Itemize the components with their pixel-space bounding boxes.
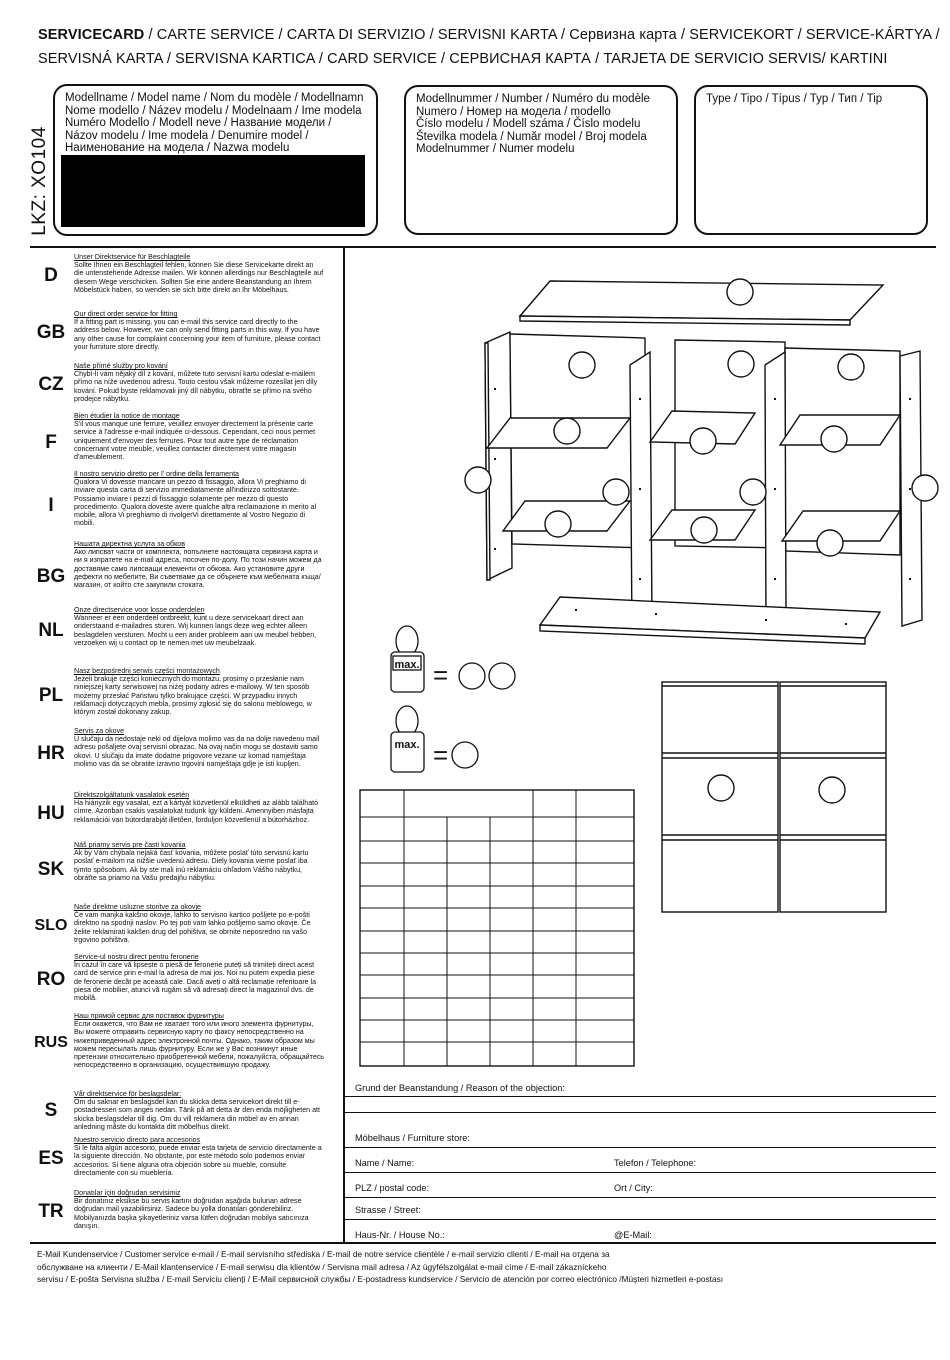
- model-number-line: Numero / Номер на модела / modello: [416, 105, 611, 118]
- language-text-slo: [74, 903, 324, 944]
- language-body: If a fitting part is missing, you can e-mail this service card directly to the address below. However, we can only send fitting parts in this way. If you have any other cause for complaint concerning your item of furniture, please contact your furniture store directly.: [74, 318, 321, 351]
- language-code-cz: CZ: [38, 374, 64, 395]
- language-body: Če vam manjka kakšno okovje, lahko to servisno kartico pošljete po e-pošti direktno na spodnji naslov. Po tej poti vam lahko pošljemo samo okovje. Če želite reklamirati kakšen drug del pohištva, se obrnite neposredno na vašo trgovino pohištva.: [74, 911, 311, 944]
- language-text-rus: [74, 1012, 324, 1069]
- plz-line[interactable]: [344, 1197, 936, 1198]
- store-line[interactable]: [344, 1147, 936, 1148]
- part-count-circle: [452, 742, 478, 768]
- street-label: Strasse / Street:: [355, 1205, 421, 1215]
- model-name-line: Numéro Modello / Modell neve / Название модели /: [65, 117, 332, 130]
- language-title: Donatılar için doğrudan servisimiz: [74, 1189, 181, 1197]
- language-body: S'il vous manque une ferrure, veuillez envoyer directement la présente carte service à l'adresse e-mail indiquée ci-dessous. Cependant, ceci nous permet uniquement d'envoyer des ferrures. Pour tout autre type de réclamation concernant votre meuble, veuillez contacter directement votre magasin d'ameublement.: [74, 420, 316, 462]
- reason-line[interactable]: [344, 1096, 936, 1097]
- language-text-s: [74, 1090, 324, 1131]
- language-body: Ha hiányzik egy vasalat, ezt a kártyát közvetlenül elküldheti az alább található címre. Azonban csakis vasalatokat tudunk így küldeni. Amennyiben másfajta reklamációi van bútordarabját illetően, forduljon közvetlenül a bútorházhoz.: [74, 799, 319, 824]
- language-title: Naše přímé služby pro kování: [74, 362, 168, 370]
- language-text-sk: [74, 841, 324, 882]
- language-code-rus: RUS: [34, 1034, 68, 1051]
- top-panel: [520, 281, 883, 320]
- language-text-hu: [74, 791, 324, 824]
- type-label: Type / Tipo / Típus / Typ / Тип / Tip: [706, 93, 883, 105]
- equals-sign: =: [433, 660, 449, 690]
- model-name-line: Наименование на модела / Nazwa modelu: [65, 142, 290, 155]
- language-body: U slučaju da nedostaje neki od dijelova molimo vas da na dolje navedenu mail adresu pošaljete ovaj servisni obrazac. Na ovaj način mogu se dostaviti samo okovi. U slučaju da imate dodatne prigovore vezane uz komad namještaja molimo vas da se obratite izravno trgovini namještaja gdje je isti kupljen.: [74, 735, 320, 768]
- language-title: Nuestro servicio directo para accesorios: [74, 1136, 201, 1144]
- street-line[interactable]: [344, 1219, 936, 1220]
- language-code-slo: SLO: [34, 917, 68, 934]
- part-count-circle: [459, 663, 485, 689]
- model-number-line: Číslo modelu / Modell száma / Číslo modelu: [416, 118, 641, 131]
- language-body: Chybí-li vám nějaký díl z kování, můžete tuto servisní kartu odeslat e-mailem přímo na níže uvedenou adresu. Touto cestou však můžeme rozesílat jen díly kování. Pokud byste reklamovali jiný díl nábytku, obraťte se přímo na svého prodejce nábytku.: [74, 370, 318, 403]
- language-code-i: I: [48, 495, 54, 516]
- language-title: Service-ul nostru direct pentru feronerie: [74, 953, 199, 961]
- language-body: Если окажется, что Вам не хватает того или иного элемента фурнитуры, Вы можете отправить сервисную карту по факсу непосредственно на нижеприведенный адрес электронной почты. Однако, таким образом мы можем пересылать лишь фурнитуру. Если же у Вас возникнут иные претензии относительно приобретенной мебели, пожалуйста, обращайтесь непосредственно в организацию, осуществившую продажу.: [74, 1020, 325, 1070]
- city-label: Ort / City:: [614, 1183, 653, 1193]
- hardware-bags-drawing: [385, 624, 525, 784]
- language-title: Direktszolgáltatunk vasalatok esetén: [74, 791, 190, 799]
- language-text-hr: [74, 727, 324, 768]
- type-box[interactable]: [694, 85, 928, 235]
- language-body: Wanneer er een onderdeel ontbreekt, kunt u deze servicekaart direct aan onderstaand e-mailadres sturen. Wij kunnen langs deze weg echter alleen beslagdelen versturen. Mocht u een ander probleem aan uw meubel hebben, verzoeken wij u contact op te nemen met uw meubelzaak.: [74, 614, 317, 647]
- language-title: Наш прямой сервис для поставок фурнитуры: [74, 1012, 224, 1020]
- language-title: Onze directservice voor losse onderdelen: [74, 606, 205, 614]
- language-text-d: [74, 253, 324, 294]
- language-body: În cazul în care vă lipsește o piesă de feronerie puteți să trimiteți direct acest card de service prin e-mail la adresa de mai jos. Noi nu putem expedia piese de feronerie decât pe această cale. Dacă aveți o altă reclamație referitoare la piesa de mobilier, atunci vă rugăm să vă adresați direct la magazinul dvs. de mobilă.: [74, 961, 317, 1003]
- language-code-es: ES: [38, 1148, 64, 1169]
- title-bold: SERVICECARD: [38, 27, 145, 43]
- model-number-line: Modellnummer / Number / Numéro du modèle: [416, 93, 650, 105]
- parts-grid[interactable]: [359, 789, 637, 1069]
- language-text-es: [74, 1136, 324, 1177]
- model-number-line: Številka modela / Număr model / Broj modela: [416, 130, 647, 143]
- language-code-d: D: [44, 265, 58, 286]
- language-body: Jeżeli brakuje części koniecznych do montażu, prosimy o przesłanie nam niniejszej karty serwisowej na niżej podany adres e-mailowy. W ten sposób możemy przesłać Państwu tylko brakujące części. W przypadku innych reklamacji dotyczących mebla, prosimy zgłosić się do salonu meblowego, w którym został dokonany zakup.: [74, 675, 312, 717]
- footer-line: E-Mail Kundenservice / Customer service e-mail / E-mail servisního střediska / E-mail de notre service clientèle / e-mail servizio clienti / E-mail на отдела за: [37, 1249, 610, 1259]
- language-body: Bir donatınız eksikse bu servis kartını doğrudan aşağıda bulunan adrese doğrudan mail yazabilirsiniz. Sadece bu yolla donatıları gönderebiliriz. Mobilyanızda başka şikayetleriniz varsa lütfen doğrudan mobilya satıcınıza danışın.: [74, 1197, 309, 1230]
- email-label: @E-Mail:: [614, 1230, 652, 1240]
- reason-line[interactable]: [344, 1112, 936, 1113]
- language-code-s: S: [44, 1100, 58, 1121]
- language-title: Nasz bezpośredni serwis części montażowych: [74, 667, 220, 675]
- language-code-nl: NL: [38, 620, 64, 641]
- language-text-i: [74, 470, 324, 527]
- name-line[interactable]: [344, 1172, 936, 1173]
- language-body: Om du saknar en beslagsdel kan du skicka detta servicekort direkt till e-postadressen som anges nedan. Tänk på att detta är den enda möjligheten att skicka beslagsdelar till dig. Om du vill reklamera din möbel av en annan anledning måste du kontakta ditt möbelhus direkt.: [74, 1098, 320, 1131]
- name-label: Name / Name:: [355, 1158, 415, 1168]
- card-title: [38, 23, 938, 71]
- language-body: Ако липсват части от комплекта, попълнете настоящата сервизна карта и ни я изпратете на е-mail адреса, посочен по-долу. По този начин можем да доставяме само липсващи елементи от обкова. Ако установите други дефекти по мебелите, Ви съветваме да се обърнете към мебелната къща/магазин, от който сте закупили стоката.: [74, 548, 322, 590]
- model-name-line: Nome modello / Název modelu / Modelnaam / Ime modela: [65, 104, 362, 117]
- title-line-2: SERVISNÁ KARTA / SERVISNA KARTICA / CARD SERVICE / СЕРВИСНАЯ КАРТА / TARJETA DE SERVICIO SERVIS/ KARTINI: [38, 51, 888, 67]
- max-label: max.: [394, 739, 420, 751]
- language-title: Il nostro servizio diretto per l' ordine della ferramenta: [74, 470, 239, 478]
- language-code-bg: BG: [36, 566, 66, 587]
- store-label: Möbelhaus / Furniture store:: [355, 1133, 470, 1143]
- language-text-ro: [74, 953, 324, 1002]
- language-text-bg: [74, 540, 324, 589]
- model-name-line: Modellname / Model name / Nom du modèle / Modellnamn: [65, 92, 364, 104]
- language-title: Vår direktservice för beslagsdelar:: [74, 1090, 182, 1098]
- language-text-nl: [74, 606, 324, 647]
- bottom-divider: [30, 1242, 936, 1244]
- model-name-blackout: [61, 155, 365, 227]
- language-title: Naše direktne usluzne storitve za okovje: [74, 903, 201, 911]
- language-code-f: F: [45, 432, 57, 453]
- divider-left: [630, 352, 652, 631]
- language-title: Unser Direktservice für Beschlagteile: [74, 253, 191, 261]
- language-body: Si le falta algún accesorio, puede enviar esta tarjeta de servicio directamente a la siguiente dirección. No obstante, por este método solo podemos enviar accesorios. Si tiene alguna otra objeción sobre su mueble, consulte directamente con su mueblería.: [74, 1144, 322, 1177]
- phone-label: Telefon / Telephone:: [614, 1158, 697, 1168]
- language-text-gb: [74, 310, 324, 351]
- language-text-f: [74, 412, 324, 461]
- max-label: max.: [394, 659, 420, 671]
- language-code-pl: PL: [38, 685, 64, 706]
- language-code-ro: RO: [36, 969, 66, 990]
- language-body: Qualora Vi dovesse mancare un pezzo di fissaggio, allora Vi preghiamo di inviare questa carta di servizio immediatamente all'indirizzo sottostante. Possiamo inviare i pezzi di fissaggio solamente per mezzo di questo procedimento. Qualora doveste avere qualche altra reclamazione in merito al mobile, allora Vi preghiamo di rivolgerVi direttamente al Vostro Negozio di mobili.: [74, 478, 317, 528]
- language-text-cz: [74, 362, 324, 403]
- language-code-sk: SK: [37, 859, 65, 880]
- title-rest: / CARTE SERVICE / CARTA DI SERVIZIO / SERVISNI KARTA / Сервизна карта / SERVICEKORT / SERVICE-KÁRTYA /: [144, 27, 940, 43]
- language-title: Servis za okove: [74, 727, 125, 735]
- language-title: Náš priamy servis pre časti kovania: [74, 841, 186, 849]
- footer-line: обслужване на клиенти / E-Mail klantenservice / E-mail serwisu dla klientów / Servisna mail adresa / Az ügyfélszolgálat e-mail címe / E-mail zákazníckeho: [37, 1261, 607, 1272]
- footer-email-text: [37, 1248, 937, 1286]
- model-name-line: Názov modelu / Ime modela / Denumire model /: [65, 129, 309, 142]
- equals-sign: =: [433, 740, 449, 770]
- language-text-pl: [74, 667, 324, 716]
- language-code-gb: GB: [36, 322, 66, 343]
- lkz-label: LKZ: XO104: [29, 126, 50, 236]
- model-number-box[interactable]: [404, 85, 678, 235]
- house-label: Haus-Nr. / House No.:: [355, 1230, 445, 1240]
- language-code-tr: TR: [38, 1201, 64, 1222]
- part-label-circle: [727, 279, 753, 305]
- language-code-hr: HR: [37, 743, 65, 764]
- footer-line: servisu / E-pošta Servisna služba / E-mail Serviciu clienți / E-Mail сервисной службы / E-postadress kundservice / Servicio de atención por correo electrónico /Müşteri hizmetleri e-postası: [37, 1274, 724, 1285]
- language-body: Sollte Ihnen ein Beschlagteil fehlen, können Sie diese Servicekarte direkt an die untenstehende Adresse mailen. Wir können allerdings nur Beschlagteile auf diesem Wege verschicken. Sollten Sie eine andere Beanstandung an Ihrem Möbelstück haben, so wenden sie sich bitte direkt an Ihr Möbelhaus.: [74, 261, 324, 294]
- language-title: Bien étudier la notice de montage: [74, 412, 180, 420]
- part-count-circle: [489, 663, 515, 689]
- language-text-tr: [74, 1189, 324, 1230]
- plz-label: PLZ / postal code:: [355, 1183, 430, 1193]
- language-title: Our direct order service for fitting: [74, 310, 178, 318]
- language-title: Нашата директна услуга за обков: [74, 540, 186, 548]
- language-body: Ak by Vám chýbala nejaká časť kovania, môžete poslať túto servisnú kartu poslať e-mailom na nižšie uvedenú adresu. Diely kovania vieme poslať iba týmto spôsobom. Ak by ste mali inú reklamáciu ohľadom Vášho nábytku, obráťte sa priamo na Vašu predajňu nábytku.: [74, 849, 309, 882]
- language-code-hu: HU: [37, 803, 65, 824]
- model-number-line: Modelnummer / Numer modelu: [416, 143, 575, 156]
- furniture-exploded-drawing: [345, 248, 945, 678]
- door-fronts-drawing: [660, 680, 890, 915]
- reason-label: Grund der Beanstandung / Reason of the objection:: [355, 1083, 565, 1093]
